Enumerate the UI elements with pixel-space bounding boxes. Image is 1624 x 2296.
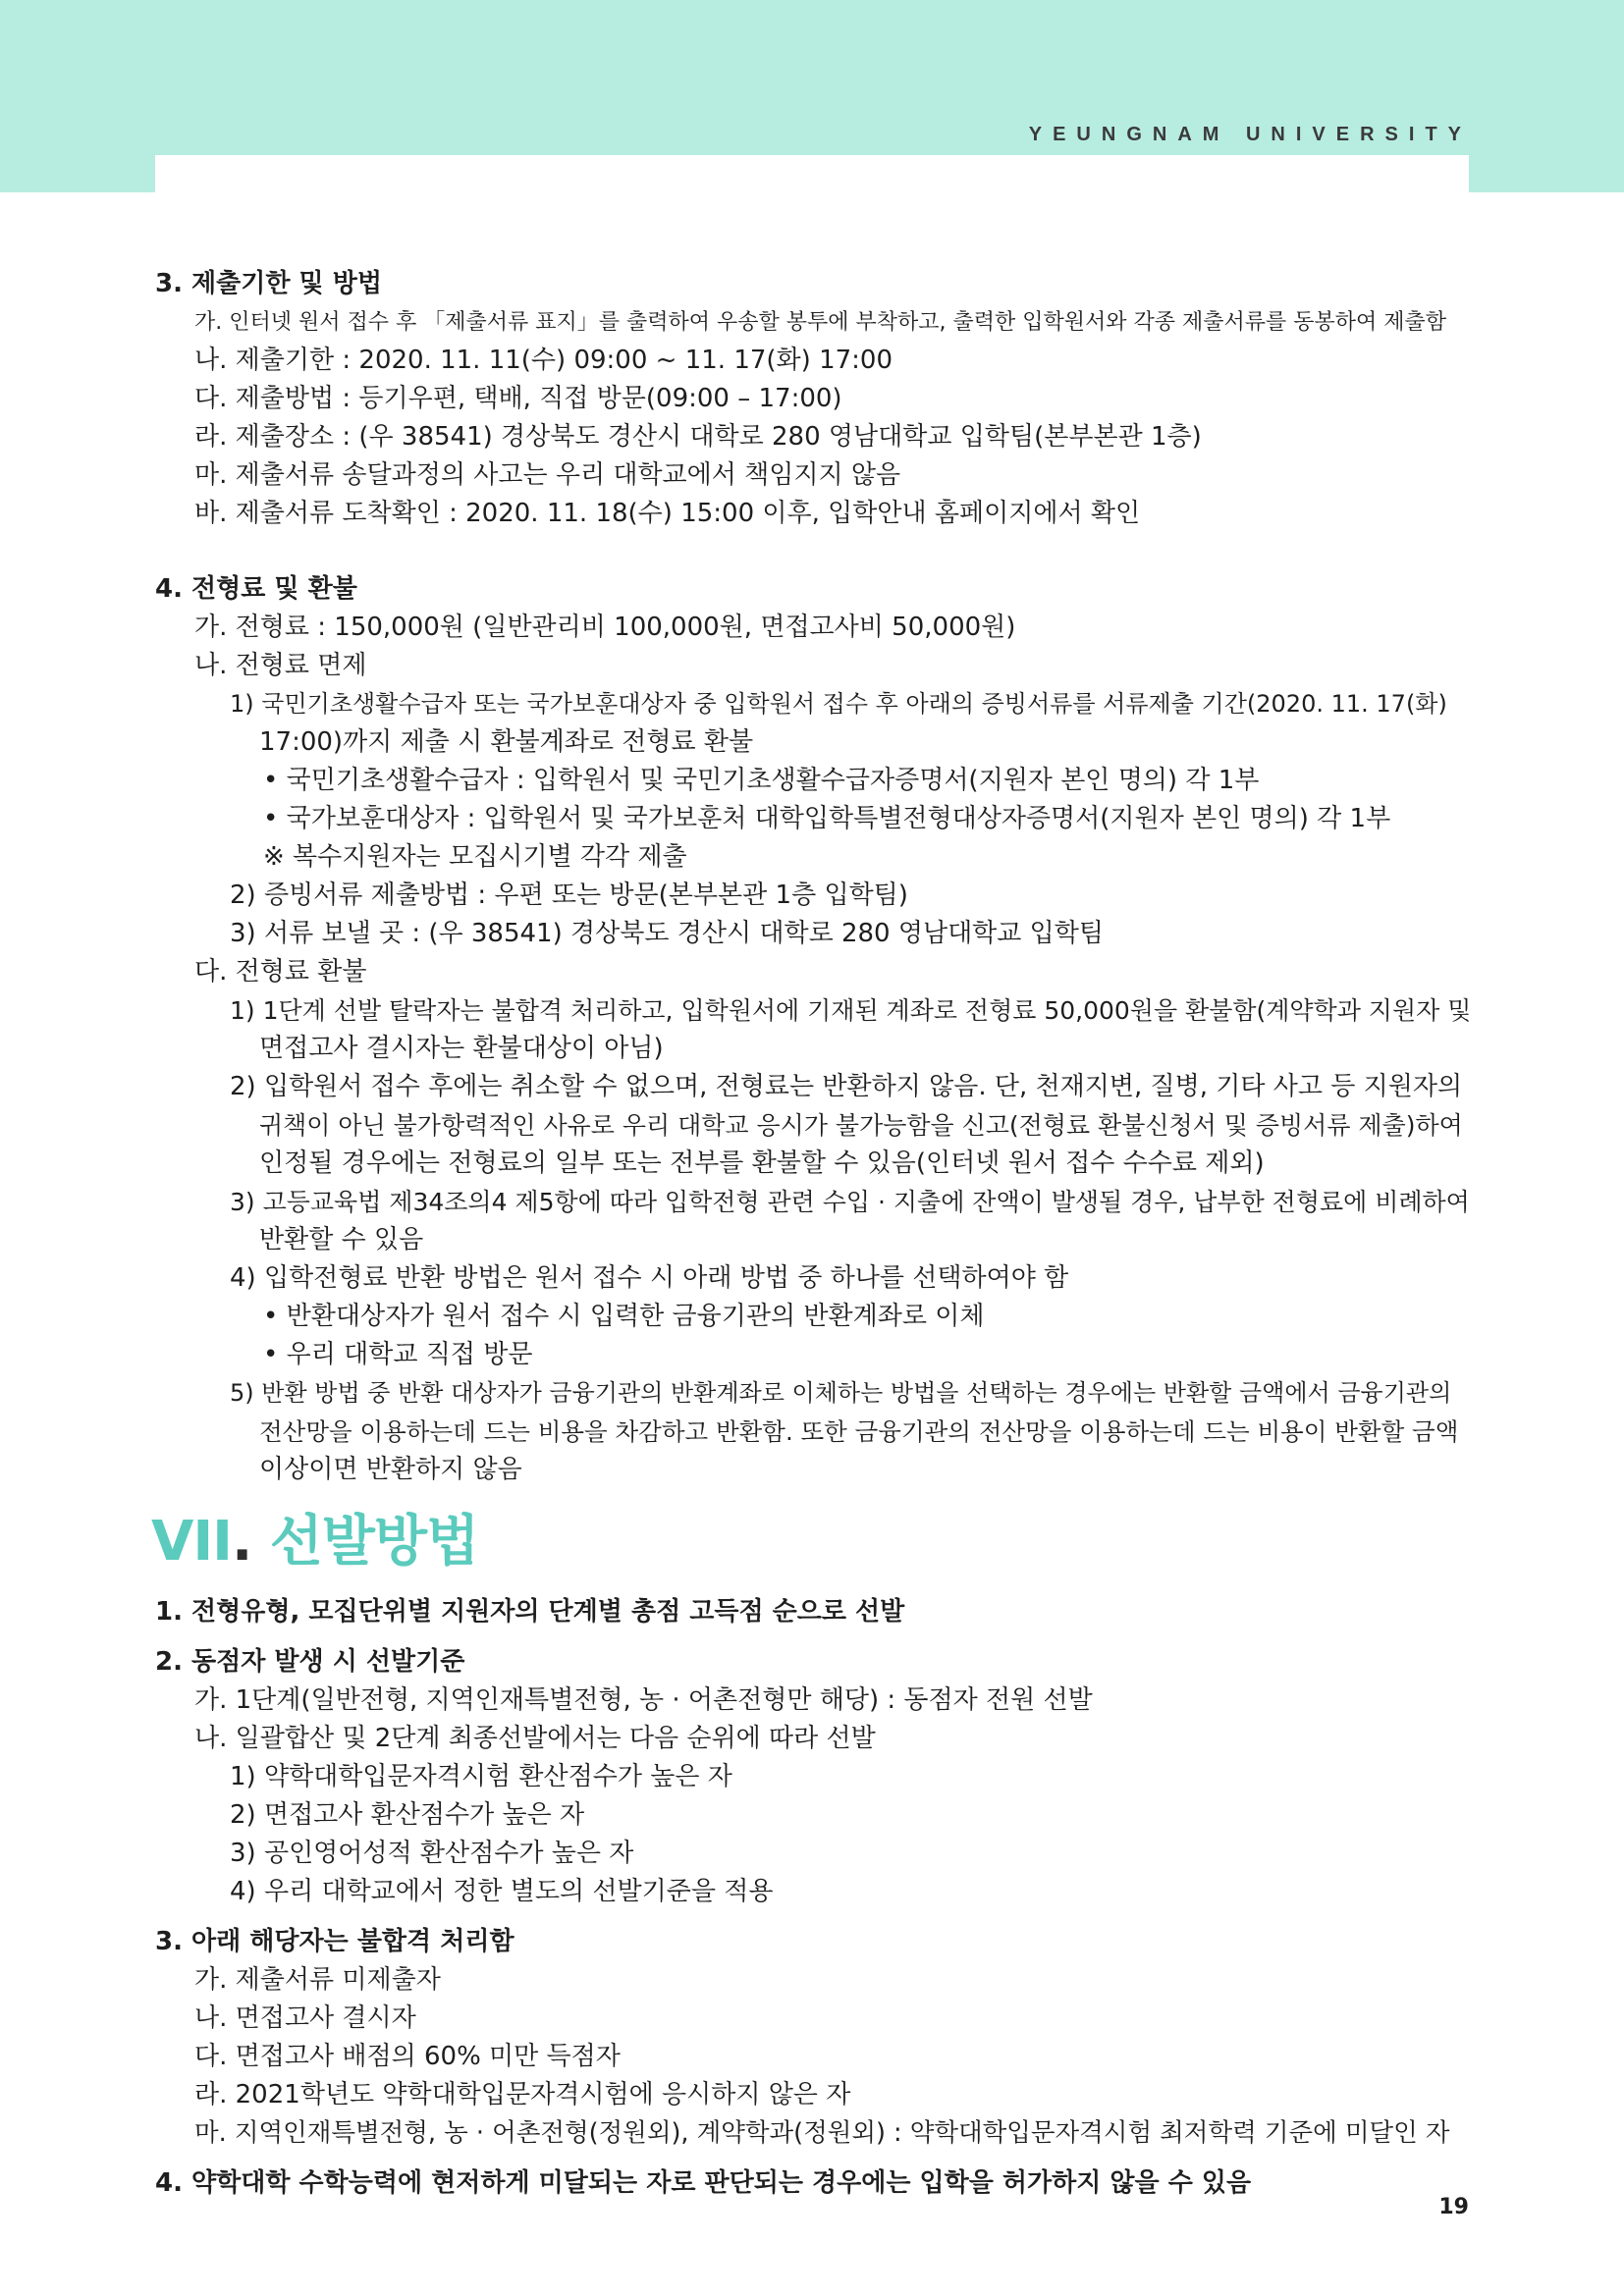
sub-item: 3) 고등교육법 제34조의4 제5항에 따라 입학전형 관련 수입 · 지출에 잔액이 발생될 경우, 납부한 전형료에 비례하여 (230, 1188, 1470, 1216)
sub-item: 2) 면접고사 환산점수가 높은 자 (230, 1800, 585, 1830)
item: 다. 제출방법 : 등기우편, 택배, 직접 방문(09:00 – 17:00) (194, 384, 842, 413)
sub-item-continued: 이상이면 반환하지 않음 (259, 1455, 522, 1484)
header-band-inset (155, 155, 1469, 192)
section-heading: 3. 아래 해당자는 불합격 처리함 (155, 1927, 514, 1956)
note-item: ※ 복수지원자는 모집시기별 각각 제출 (263, 842, 687, 872)
item: 가. 전형료 : 150,000원 (일반관리비 100,000원, 면접고사비 50,000원) (194, 613, 1016, 642)
sub-item-continued: 전산망을 이용하는데 드는 비용을 차감하고 반환함. 또한 금융기관의 전산망을 이용하는데 드는 비용이 반환할 금액 (259, 1417, 1459, 1446)
chapter-name: 선발방법 (269, 1510, 479, 1574)
sub-item-continued: 17:00)까지 제출 시 환불계좌로 전형료 환불 (259, 727, 754, 757)
sub-item: 3) 서류 보낼 곳 : (우 38541) 경상북도 경산시 대학로 280 영남대학교 입학팀 (230, 919, 1105, 948)
section-heading: 3. 제출기한 및 방법 (155, 269, 382, 298)
item: 가. 인터넷 원서 접수 후 「제출서류 표지」를 출력하여 우송할 봉투에 부착하고, 출력한 입학원서와 각종 제출서류를 동봉하여 제출함 (194, 310, 1446, 335)
chapter-title (151, 1505, 1471, 1579)
item: 나. 면접고사 결시자 (194, 2003, 416, 2033)
sub-item: 2) 입학원서 접수 후에는 취소할 수 없으며, 전형료는 반환하지 않음. 단, 천재지변, 질병, 기타 사고 등 지원자의 (230, 1072, 1463, 1101)
section-heading: 4. 약학대학 수학능력에 현저하게 미달되는 자로 판단되는 경우에는 입학을 허가하지 않을 수 있음 (155, 2168, 1252, 2198)
chapter-dot: . (232, 1510, 252, 1574)
section-heading: 4. 전형료 및 환불 (155, 574, 357, 604)
item: 마. 지역인재특별전형, 농 · 어촌전형(정원외), 계약학과(정원외) : 약학대학입문자격시험 최저학력 기준에 미달인 자 (194, 2118, 1450, 2148)
sub-item: 2) 증빙서류 제출방법 : 우편 또는 방문(본부본관 1층 입학팀) (230, 881, 908, 910)
chapter-numeral: VII (151, 1510, 233, 1574)
sub-item-continued: 인정될 경우에는 전형료의 일부 또는 전부를 환불할 수 있음(인터넷 원서 접수 수수료 제외) (259, 1148, 1265, 1178)
item: 라. 2021학년도 약학대학입문자격시험에 응시하지 않은 자 (194, 2080, 851, 2109)
item: 가. 제출서류 미제출자 (194, 1965, 441, 1995)
university-name: YEUNGNAM UNIVERSITY (1028, 124, 1472, 145)
item: 라. 제출장소 : (우 38541) 경상북도 경산시 대학로 280 영남대학교 입학팀(본부본관 1층) (194, 422, 1202, 452)
sub-item-continued: 귀책이 아닌 불가항력적인 사유로 우리 대학교 응시가 불가능함을 신고(전형료 환불신청서 및 증빙서류 제출)하여 (259, 1111, 1463, 1140)
item: 나. 전형료 면제 (194, 651, 367, 680)
page-content (151, 265, 1472, 2203)
sub-item-continued: 반환할 수 있음 (259, 1225, 424, 1255)
item: 마. 제출서류 송달과정의 사고는 우리 대학교에서 책임지지 않음 (194, 460, 901, 490)
bullet-item: • 우리 대학교 직접 방문 (263, 1340, 533, 1369)
item: 다. 면접고사 배점의 60% 미만 득점자 (194, 2042, 621, 2071)
sub-item: 3) 공인영어성적 환산점수가 높은 자 (230, 1839, 634, 1868)
sub-item: 1) 1단계 선발 탈락자는 불합격 처리하고, 입학원서에 기재된 계좌로 전형료 50,000원을 환불함(계약학과 지원자 및 (230, 996, 1472, 1025)
section-heading: 1. 전형유형, 모집단위별 지원자의 단계별 총점 고득점 순으로 선발 (155, 1597, 905, 1627)
item: 나. 일괄합산 및 2단계 최종선발에서는 다음 순위에 따라 선발 (194, 1724, 876, 1753)
sub-item-continued: 면접고사 결시자는 환불대상이 아님) (259, 1034, 664, 1063)
sub-item: 5) 반환 방법 중 반환 대상자가 금융기관의 반환계좌로 이체하는 방법을 선택하는 경우에는 반환할 금액에서 금융기관의 (230, 1379, 1452, 1407)
sub-item: 1) 약학대학입문자격시험 환산점수가 높은 자 (230, 1762, 732, 1791)
sub-item: 1) 국민기초생활수급자 또는 국가보훈대상자 중 입학원서 접수 후 아래의 증빙서류를 서류제출 기간(2020. 11. 17(화) (230, 690, 1447, 718)
sub-item: 4) 입학전형료 반환 방법은 원서 접수 시 아래 방법 중 하나를 선택하여야 함 (230, 1263, 1069, 1293)
sub-item: 4) 우리 대학교에서 정한 별도의 선발기준을 적용 (230, 1877, 774, 1906)
item: 바. 제출서류 도착확인 : 2020. 11. 18(수) 15:00 이후, 입학안내 홈페이지에서 확인 (194, 499, 1141, 528)
section-heading: 2. 동점자 발생 시 선발기준 (155, 1647, 465, 1677)
bullet-item: • 반환대상자가 원서 접수 시 입력한 금융기관의 반환계좌로 이체 (263, 1302, 985, 1331)
item: 나. 제출기한 : 2020. 11. 11(수) 09:00 ~ 11. 17(화) 17:00 (194, 346, 893, 375)
page-number: 19 (1438, 2195, 1469, 2219)
bullet-item: • 국민기초생활수급자 : 입학원서 및 국민기초생활수급자증명서(지원자 본인 명의) 각 1부 (263, 766, 1260, 795)
item: 다. 전형료 환불 (194, 957, 367, 987)
item: 가. 1단계(일반전형, 지역인재특별전형, 농 · 어촌전형만 해당) : 동점자 전원 선발 (194, 1685, 1093, 1715)
bullet-item: • 국가보훈대상자 : 입학원서 및 국가보훈처 대학입학특별전형대상자증명서(지원자 본인 명의) 각 1부 (263, 804, 1391, 833)
